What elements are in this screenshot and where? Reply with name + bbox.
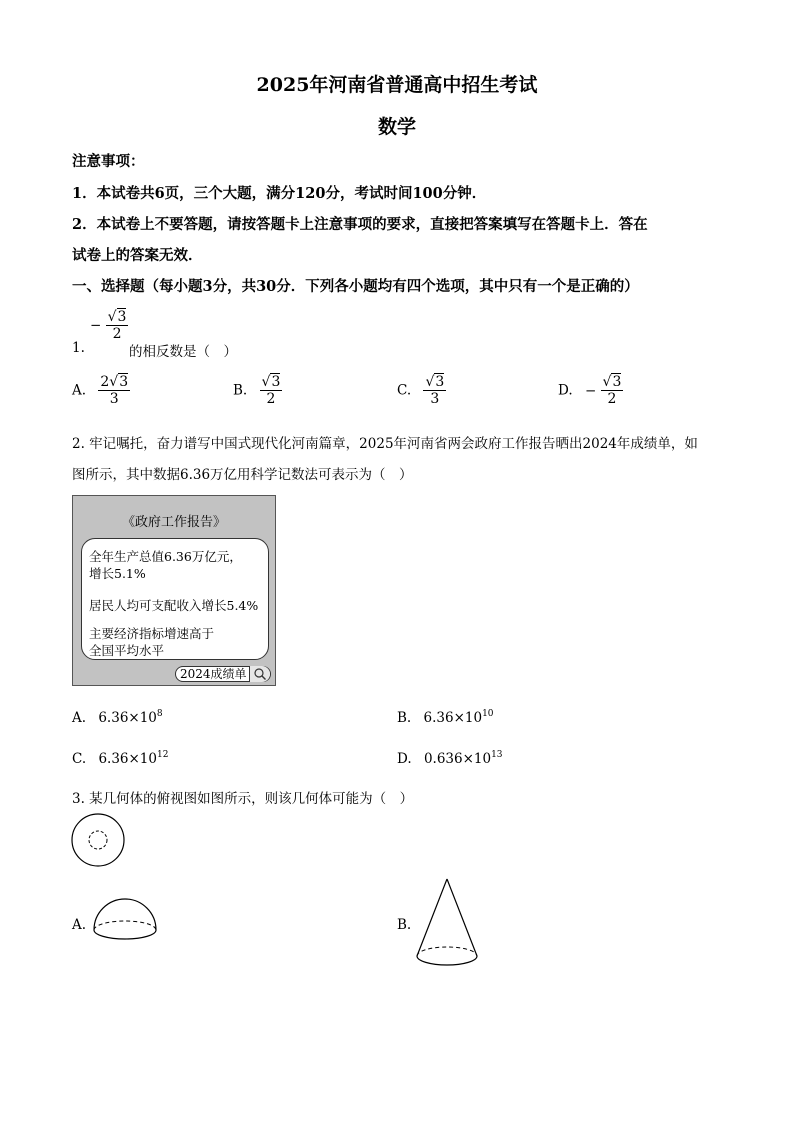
cone-figure[interactable] xyxy=(412,876,482,971)
q2-option-b[interactable] xyxy=(397,709,494,726)
question-2-line-1: 2. 牢记嘱托，奋力谱写中国式现代化河南篇章，2025年河南省两会政府工作报告晒出2024年成绩单，如 xyxy=(72,436,698,452)
report-card xyxy=(81,538,269,660)
q3-option-b-label[interactable]: B. xyxy=(397,917,412,933)
report-line-gdp: 全年生产总值6.36万亿元， xyxy=(89,549,242,564)
denominator: 3 xyxy=(109,391,119,407)
denominator: 3 xyxy=(430,391,440,407)
option-label: D. xyxy=(558,382,573,399)
hemisphere-figure[interactable] xyxy=(90,896,160,948)
radicand: 3 xyxy=(612,374,622,390)
radicand: 3 xyxy=(117,309,127,325)
q1-option-b[interactable] xyxy=(233,374,282,407)
report-line-income: 居民人均可支配收入增长5.4% xyxy=(89,598,259,613)
option-fraction: $\frac{√3}{2}$ xyxy=(261,374,281,407)
question-1-expression xyxy=(90,309,128,342)
section-1-heading: 一、选择题（每小题3分，共30分．下列各小题均有四个选项，其中只有一个是正确的） xyxy=(72,278,639,295)
report-line-indicators: 主要经济指标增速高于 xyxy=(89,626,215,641)
report-line-average: 全国平均水平 xyxy=(89,643,165,658)
exponent: 12 xyxy=(157,750,169,760)
notes-item-2-line-1: 2．本试卷上不要答题，请按答题卡上注意事项的要求，直接把答案填写在答题卡上．答在 xyxy=(72,216,648,233)
question-1-text: 的相反数是（ ） xyxy=(129,344,237,360)
search-bar-text: 2024成绩单 xyxy=(180,667,247,681)
option-value: 6.36×10 xyxy=(98,710,157,726)
search-icon xyxy=(249,666,270,682)
question-3-text: 3. 某几何体的俯视图如图所示，则该几何体可能为（ ） xyxy=(72,791,414,807)
denominator: 2 xyxy=(607,391,617,407)
notes-item-2-line-2: 试卷上的答案无效． xyxy=(72,247,203,264)
q1-option-c[interactable] xyxy=(397,374,446,407)
option-label: B. xyxy=(397,710,412,726)
report-line-growth: 增长5.1% xyxy=(89,566,146,581)
option-fraction: $\frac{√3}{2}$ xyxy=(602,374,622,407)
option-label: C. xyxy=(397,382,412,399)
denominator: 2 xyxy=(112,326,122,342)
radicand: 3 xyxy=(271,374,281,390)
q2-option-d[interactable] xyxy=(397,750,503,767)
q2-option-a[interactable] xyxy=(72,709,163,726)
option-label: A. xyxy=(72,382,87,399)
option-value: 6.36×10 xyxy=(423,710,483,726)
q3-option-a-label[interactable]: A. xyxy=(72,917,87,933)
exponent: 8 xyxy=(156,709,163,719)
radicand: 3 xyxy=(119,374,129,390)
option-fraction: $\frac{√3}{3}$ xyxy=(425,374,445,407)
question-2-line-2: 图所示，其中数据6.36万亿用科学记数法可表示为（ ） xyxy=(72,467,413,483)
coefficient: 2 xyxy=(100,374,110,390)
question-1-number: 1. xyxy=(72,340,85,356)
government-report-image xyxy=(72,495,276,686)
radicand: 3 xyxy=(435,374,445,390)
option-value: 6.36×10 xyxy=(98,751,157,767)
fraction: $\frac{√3}{2}$ xyxy=(107,309,127,342)
option-label: C. xyxy=(72,751,87,767)
denominator: 2 xyxy=(266,391,276,407)
exponent: 13 xyxy=(491,750,503,760)
notes-item-1: 1．本试卷共6页，三个大题，满分120分，考试时间100分钟． xyxy=(72,185,487,202)
option-fraction: $\frac{2√3}{3}$ xyxy=(100,374,129,407)
notes-heading: 注意事项： xyxy=(72,153,145,170)
exam-title: 2025年河南省普通高中招生考试 xyxy=(256,74,538,96)
exponent: 10 xyxy=(482,709,494,719)
subject-title: 数学 xyxy=(377,116,416,138)
option-label: D. xyxy=(397,751,412,767)
q1-option-d[interactable] xyxy=(558,374,623,407)
minus-sign: − xyxy=(584,382,597,399)
q1-option-a[interactable] xyxy=(72,374,130,407)
report-title: 《政府工作报告》 xyxy=(121,515,226,530)
option-label: A. xyxy=(72,710,87,726)
minus-sign: − xyxy=(90,317,102,334)
report-search-bar xyxy=(175,666,271,682)
q2-option-c[interactable] xyxy=(72,750,168,767)
top-view-figure xyxy=(70,812,128,868)
option-value: 0.636×10 xyxy=(423,751,492,767)
option-label: B. xyxy=(233,382,248,399)
